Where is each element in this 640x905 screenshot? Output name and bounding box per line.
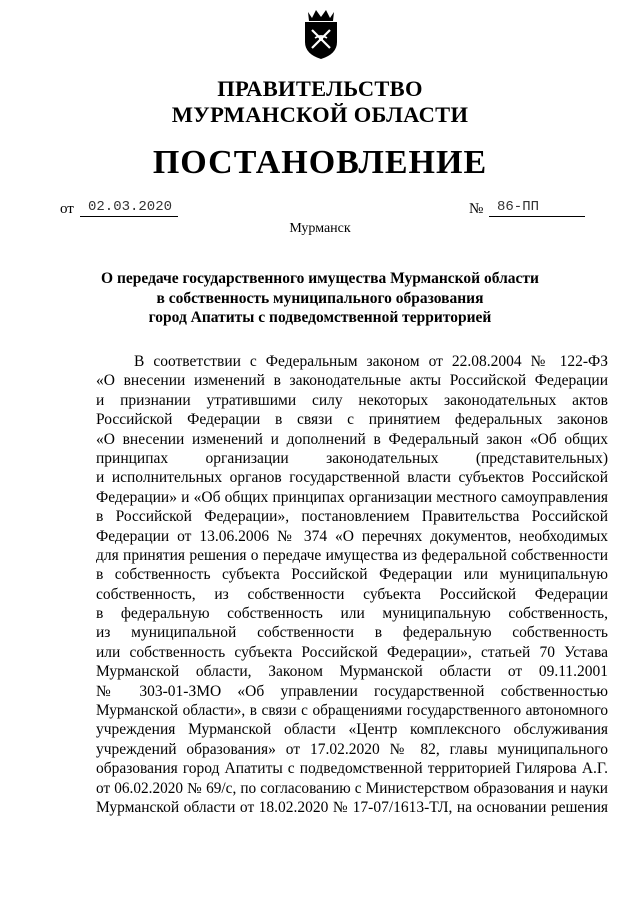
title-line: в собственность муниципального образования (156, 289, 484, 307)
body-line: от 06.02.2020 № 69/с, по согласованию с Министерством образования и науки (96, 779, 608, 797)
document-title (80, 269, 560, 328)
body-line: и исполнительных органов государственной власти субъектов Российской (96, 469, 608, 487)
body-line: Российской Федерации в связи с принятием федеральных законов (96, 411, 608, 429)
body-line: «О внесении изменений и дополнений в Федеральный закон «Об общих (96, 430, 608, 448)
coat-of-arms-icon (300, 8, 342, 60)
body-line: Мурманской области от 18.02.2020 № 17-07/1613-ТЛ, на основании решения (96, 798, 608, 816)
body-line: В соответствии с Федеральным законом от 22.08.2004 № 122-ФЗ (134, 353, 608, 370)
body-line: собственность, из собственности субъекта Российской Федерации (96, 585, 608, 603)
document-type-heading: ПОСТАНОВЛЕНИЕ (152, 144, 488, 181)
body-line: № 303-01-ЗМО «Об управлении государственной собственностью (96, 682, 608, 700)
document-date: 02.03.2020 (80, 198, 178, 217)
city-name: Мурманск (289, 221, 351, 236)
body-line: образования город Апатиты с подведомственной территорией Гилярова А.Г. (96, 760, 608, 778)
body-line: принципах организации законодательных (представительных) (96, 449, 608, 467)
org-name-line2: МУРМАНСКОЙ ОБЛАСТИ (171, 102, 469, 127)
document-number: 86-ПП (489, 198, 585, 217)
body-line: Федерации» и «Об общих принципах организации местного самоуправления (96, 488, 608, 506)
document-body (96, 352, 608, 817)
body-line: или собственность субъекта Российской Федерации», статьей 70 Устава (96, 643, 608, 661)
body-line: в Российской Федерации», постановлением Правительства Российской (96, 508, 608, 526)
body-line: и признании утратившими силу некоторых законодательных актов (96, 391, 608, 409)
org-name-line1: ПРАВИТЕЛЬСТВО (217, 76, 423, 101)
body-line: учреждений образования» от 17.02.2020 № 82, главы муниципального (96, 740, 608, 758)
body-line: для принятия решения о передаче имущества из федеральной собственности (96, 546, 608, 564)
body-line: «О внесении изменений в законодательные акты Российской Федерации (96, 372, 608, 390)
date-prefix: от (60, 201, 74, 217)
title-line: город Апатиты с подведомственной территорией (148, 309, 492, 326)
body-line: Мурманской области», в связи с обращениями государственного автономного (96, 702, 608, 720)
body-line: в собственность субъекта Российской Федерации или муниципальную (96, 566, 608, 584)
body-line: из муниципальной собственности в федеральную собственность (96, 624, 608, 642)
number-prefix: № (469, 201, 484, 217)
body-line: Федерации от 13.06.2006 № 374 «О перечнях документов, необходимых (96, 527, 608, 545)
body-line: Мурманской области, Законом Мурманской области от 09.11.2001 (96, 663, 608, 681)
body-line: учреждения Мурманской области «Центр комплексного обслуживания (96, 721, 608, 739)
body-line: в федеральную собственность или муниципальную собственность, (96, 605, 608, 623)
title-line: О передаче государственного имущества Мурманской области (101, 270, 539, 287)
